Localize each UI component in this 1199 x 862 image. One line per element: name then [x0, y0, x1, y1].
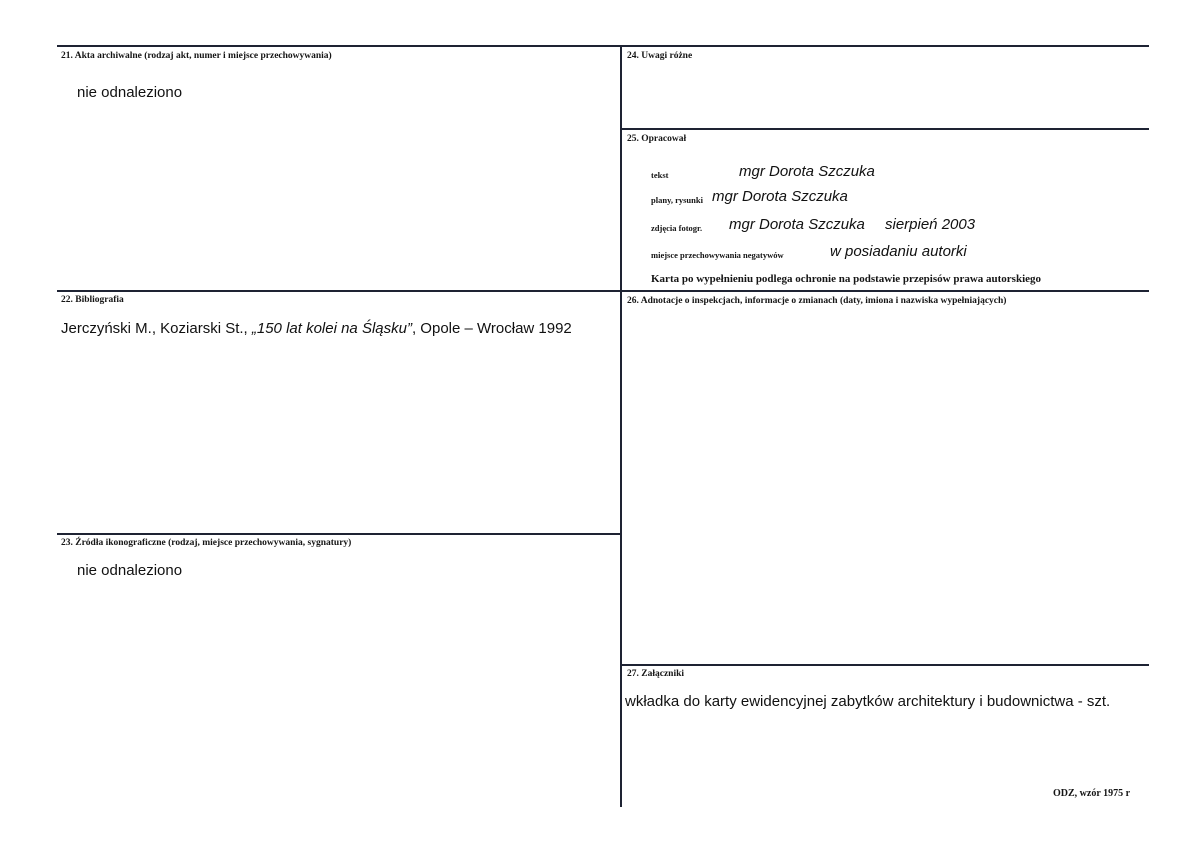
field-25-zdjecia-label: zdjęcia fotogr.: [651, 223, 703, 233]
field-27-label: 27. Załączniki: [627, 669, 685, 679]
field-22-label: 22. Bibliografia: [61, 295, 124, 305]
field-25-tekst-label: tekst: [651, 170, 669, 180]
copyright-note: Karta po wypełnieniu podlega ochronie na podstawie przepisów prawa autorskiego: [651, 273, 1042, 285]
rule-26-27: [621, 664, 1149, 666]
field-25-negatywy-value: w posiadaniu autorki: [830, 243, 967, 260]
field-27-value: wkładka do karty ewidencyjnej zabytków architektury i budownictwa - szt.: [625, 693, 1111, 710]
rule-22-23: [57, 533, 621, 535]
field-22-authors: Jerczyński M., Koziarski St.,: [61, 320, 252, 337]
field-25-zdjecia-value: mgr Dorota Szczuka: [729, 216, 865, 233]
rule-21-22: [57, 290, 1149, 292]
field-24-label: 24. Uwagi różne: [627, 51, 693, 61]
field-25-zdjecia-date: sierpień 2003: [885, 216, 976, 233]
field-21-value: nie odnaleziono: [77, 84, 183, 101]
field-25-tekst-value: mgr Dorota Szczuka: [739, 163, 875, 180]
field-25-negatywy-label: miejsce przechowywania negatywów: [651, 250, 784, 260]
field-25-plany-label: plany, rysunki: [651, 195, 703, 205]
field-23-label: 23. Źródła ikonograficzne (rodzaj, miejsce przechowywania, sygnatury): [61, 538, 352, 548]
field-23-value: nie odnaleziono: [77, 562, 183, 579]
field-25-plany-value: mgr Dorota Szczuka: [712, 188, 848, 205]
field-22-publisher: , Opole – Wrocław 1992: [411, 320, 572, 337]
field-22-value: [61, 320, 572, 337]
field-21-label: 21. Akta archiwalne (rodzaj akt, numer i miejsce przechowywania): [61, 51, 332, 61]
field-22-book-title: „150 lat kolei na Śląsku”: [251, 320, 412, 337]
column-divider: [620, 45, 622, 807]
form-template-code: ODZ, wzór 1975 r: [1053, 788, 1131, 799]
field-26-label: 26. Adnotacje o inspekcjach, informacje o zmianach (daty, imiona i nazwiska wypełniających): [627, 296, 1007, 306]
rule-24-25: [621, 128, 1149, 130]
field-25-label: 25. Opracował: [627, 134, 687, 144]
top-rule: [57, 45, 1149, 47]
